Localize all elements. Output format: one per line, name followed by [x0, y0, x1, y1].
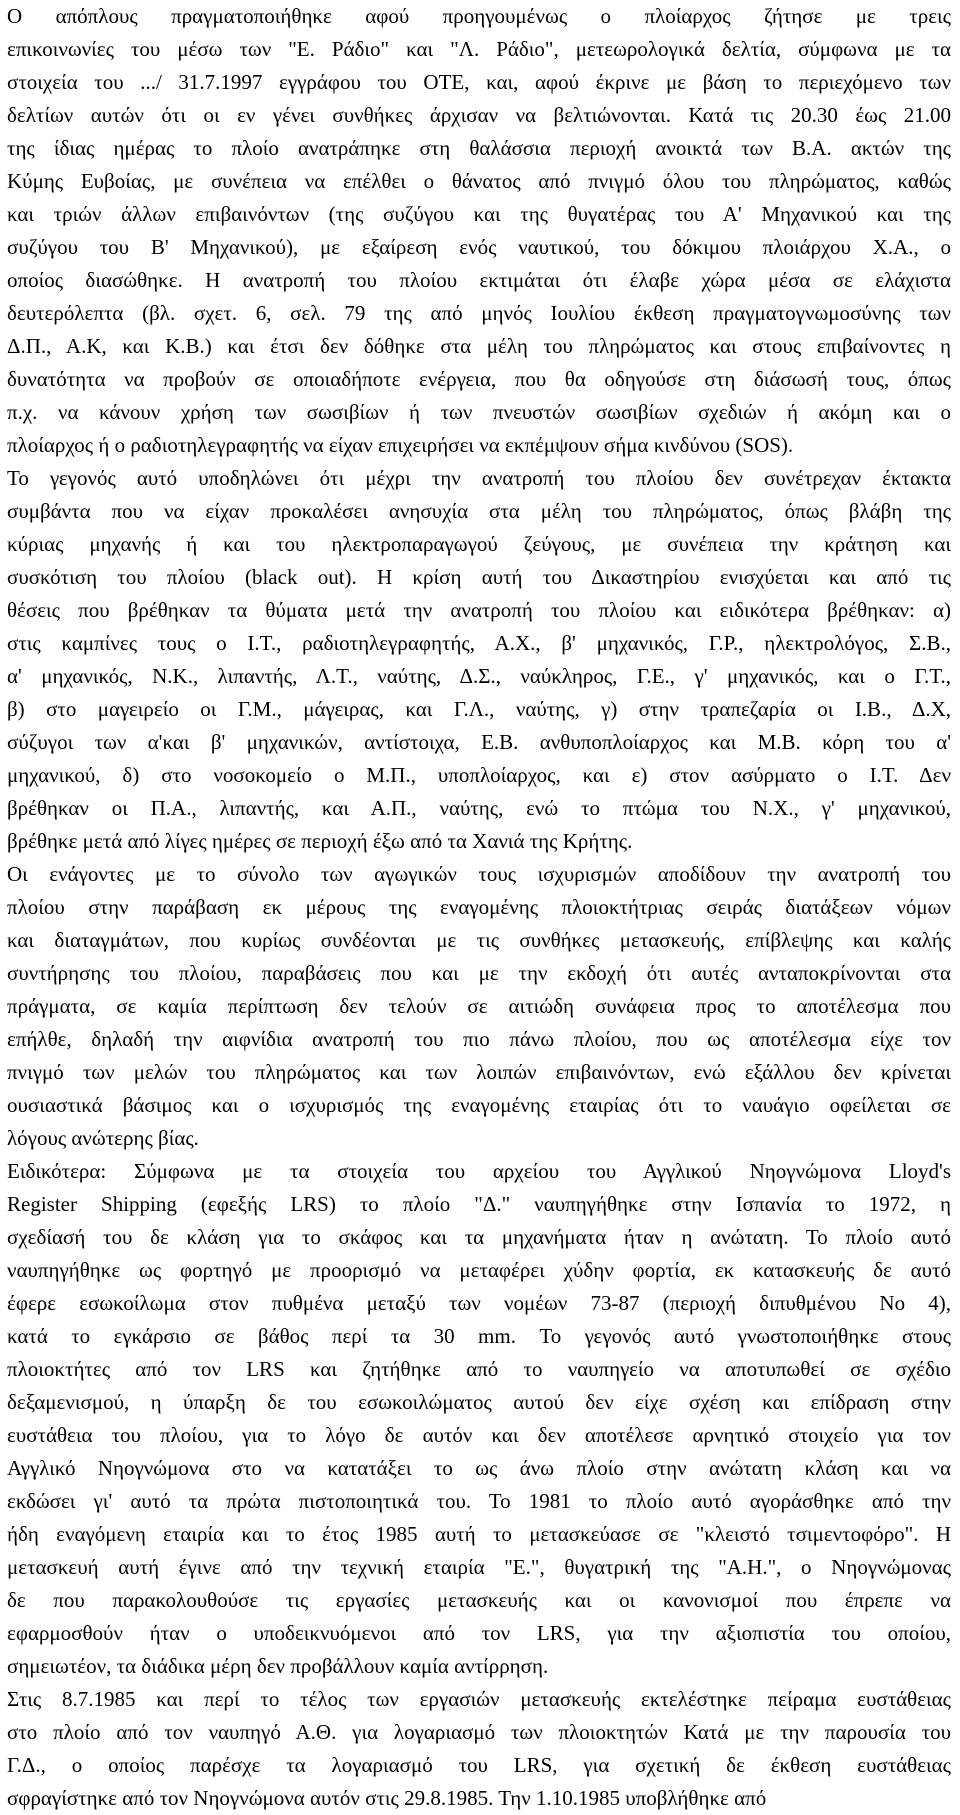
paragraph [7, 462, 951, 858]
text-line: Κύμης Ευβοίας, με συνέπεια να επέλθει ο θάνατος από πνιγμό όλου του πληρώματος, καθώς [7, 169, 951, 193]
text-line: σημειωτέον, τα διάδικα μέρη δεν προβάλλουν καμία αντίρρηση. [7, 1654, 549, 1678]
text-line: συμβάντα που να είχαν προκαλέσει ανησυχία στα μέλη του πληρώματος, όπως βλάβη της [7, 499, 951, 523]
text-line: Στις 8.7.1985 και περί το τέλος των εργασιών μετασκευής εκτελέστηκε πείραμα ευστάθειας [7, 1687, 951, 1711]
text-line: δε που παρακολουθούσε τις εργασίες μετασκευής και οι κανονισμοί που έπρεπε να [7, 1588, 951, 1612]
text-line: δυνατότητα να προβούν σε οποιαδήποτε ενέργεια, που θα οδηγούσε στη διάσωσή τους, όπως [7, 367, 951, 391]
text-line: θέσεις που βρέθηκαν τα θύματα μετά την ανατροπή του πλοίου και ειδικότερα βρέθηκαν: α) [7, 598, 951, 622]
paragraph [7, 0, 951, 462]
text-line: βρέθηκαν οι Π.Α., λιπαντής, και Α.Π., ναύτης, ενώ το πτώμα του Ν.Χ., γ' μηχανικού, [7, 796, 951, 820]
text-line: Οι ενάγοντες με το σύνολο των αγωγικών τους ισχυρισμών αποδίδουν την ανατροπή του [7, 862, 951, 886]
text-line: πλοιοκτήτες από τον LRS και ζητήθηκε από το ναυπηγείο να αποτυπωθεί σε σχέδιο [7, 1357, 951, 1381]
text-line: επικοινωνίες του μέσω των "Ε. Ράδιο" και "Λ. Ράδιο", μετεωρολογικά δελτία, σύμφωνα με τα [7, 37, 951, 61]
text-line: στο πλοίο από τον ναυπηγό Α.Θ. για λογαριασμό των πλοιοκτητών Κατά με την παρουσία του [7, 1720, 951, 1744]
text-line: στοιχεία του .../ 31.7.1997 εγγράφου του ΟΤΕ, και, αφού έκρινε με βάση το περιεχόμενο των [7, 70, 951, 94]
text-line: εκδώσει γι' αυτό τα πρώτα πιστοποιητικά του. Το 1981 το πλοίο αυτό αγοράσθηκε από την [7, 1489, 951, 1513]
text-line: οποίος διασώθηκε. Η ανατροπή του πλοίου εκτιμάται ότι έλαβε χώρα μέσα σε ελάχιστα [7, 268, 951, 292]
text-line: Γ.Δ., ο οποίος παρέσχε τα λογαριασμό του LRS, για σχετική δε έκθεση ευστάθειας [7, 1753, 951, 1777]
text-line: ευστάθεια του πλοίου, για το λόγο δε αυτόν και δεν αποτέλεσε αρνητικό στοιχείο για τον [7, 1423, 951, 1447]
text-line: Register Shipping (εφεξής LRS) το πλοίο "Δ." ναυπηγήθηκε στην Ισπανία το 1972, η [7, 1192, 951, 1216]
text-line: πνιγμό των μελών του πληρώματος και των λοιπών επιβαινόντων, ενώ εξάλλου δεν κρίνεται [7, 1060, 951, 1084]
text-line: κατά το εγκάρσιο σε βάθος περί τα 30 mm. Το γεγονός αυτό γνωστοποιήθηκε στους [7, 1324, 951, 1348]
text-line: στις καμπίνες τους ο Ι.Τ., ραδιοτηλεγραφητής, Α.Χ., β' μηχανικός, Γ.Ρ., ηλεκτρολόγος, Σ.Β., [7, 631, 951, 655]
text-line: πλοίου στην παράβαση εκ μέρους της εναγομένης πλοιοκτήτριας σειράς διατάξεων νόμων [7, 895, 951, 919]
text-line: δευτερόλεπτα (βλ. σχετ. 6, σελ. 79 της από μηνός Ιουλίου έκθεση πραγματογνωμοσύνης των [7, 301, 951, 325]
text-line: πράγματα, σε καμία περίπτωση δεν τελούν σε αιτιώδη συνάφεια προς το αποτέλεσμα που [7, 994, 951, 1018]
text-line: Δ.Π., Α.Κ, και Κ.Β.) και έτσι δεν δόθηκε στα μέλη του πληρώματος και στους επιβαίνοντες η [7, 334, 951, 358]
paragraph [7, 1683, 951, 1815]
text-line: συζύγου του Β' Μηχανικού), με εξαίρεση ενός ναυτικού, του δόκιμου πλοιάρχου Χ.Α., ο [7, 235, 951, 259]
text-line: ήδη εναγόμενη εταιρία και το έτος 1985 αυτή το μετασκεύασε σε "κλειστό τσιμεντοφόρο". Η [7, 1522, 951, 1546]
text-line: έφερε εσωκοίλωμα στον πυθμένα μεταξύ των νομέων 73-87 (περιοχή διπυθμένου Νο 4), [7, 1291, 951, 1315]
text-line: β) στο μαγειρείο οι Γ.Μ., μάγειρας, και Γ.Λ., ναύτης, γ) στην τραπεζαρία οι Ι.Β., Δ.Χ, [7, 697, 951, 721]
document-page [7, 0, 951, 1810]
text-line: λόγους ανώτερης βίας. [7, 1126, 199, 1150]
text-line: πλοίαρχος ή ο ραδιοτηλεγραφητής να είχαν επιχειρήσει να εκπέμψουν σήμα κινδύνου (SOS). [7, 433, 794, 457]
paragraph [7, 858, 951, 1155]
text-line: Ειδικότερα: Σύμφωνα με τα στοιχεία του αρχείου του Αγγλικού Νηογνώμονα Lloyd's [7, 1159, 951, 1183]
text-line: Ο απόπλους πραγματοποιήθηκε αφού προηγουμένως ο πλοίαρχος ζήτησε με τρεις [7, 4, 951, 28]
text-line: της ίδιας ημέρας το πλοίο ανατράπηκε στη θαλάσσια περιοχή ανοικτά των Β.Α. ακτών της [7, 136, 951, 160]
text-line: π.χ. να κάνουν χρήση των σωσιβίων ή των πνευστών σωσιβίων σχεδιών ή ακόμη και ο [7, 400, 951, 424]
text-line: μετασκευή αυτή έγινε από την τεχνική εταιρία "Ε.", θυγατρική της "Α.Η.", ο Νηογνώμονας [7, 1555, 951, 1579]
paragraph [7, 1155, 951, 1683]
text-line: και τριών άλλων επιβαινόντων (της συζύγου και της θυγατέρας του Α' Μηχανικού και της [7, 202, 951, 226]
text-line: σύζυγοι των α'και β' μηχανικών, αντίστοιχα, Ε.Β. ανθυποπλοίαρχος και Μ.Β. κόρη του α' [7, 730, 951, 754]
text-line: συσκότιση του πλοίου (black out). Η κρίση αυτή του Δικαστηρίου ενισχύεται και από τις [7, 565, 951, 589]
text-line: δελτίων αυτών ότι οι εν γένει συνθήκες άρχισαν να βελτιώνονται. Κατά τις 20.30 έως 21.00 [7, 103, 951, 127]
text-line: δεξαμενισμού, η ύπαρξη δε του εσωκοιλώματος αυτού δεν είχε σχέση και επίδραση στην [7, 1390, 951, 1414]
text-line: Το γεγονός αυτό υποδηλώνει ότι μέχρι την ανατροπή του πλοίου δεν συνέτρεχαν έκτακτα [7, 466, 951, 490]
text-line: επήλθε, δηλαδή την αιφνίδια ανατροπή του πιο πάνω πλοίου, που ως αποτέλεσμα είχε τον [7, 1027, 951, 1051]
text-line: Αγγλικό Νηογνώμονα στο να κατατάξει το ως άνω πλοίο στην ανώτατη κλάση και να [7, 1456, 951, 1480]
text-line: μηχανικού, δ) στο νοσοκομείο ο Μ.Π., υποπλοίαρχος, και ε) στον ασύρματο ο Ι.Τ. Δεν [7, 763, 951, 787]
text-line: κύριας μηχανής ή και του ηλεκτροπαραγωγού ζεύγους, με συνέπεια την κράτηση και [7, 532, 951, 556]
text-line: σχεδίασή του δε κλάση για το σκάφος και τα μηχανήματα ήταν η ανώτατη. Το πλοίο αυτό [7, 1225, 951, 1249]
text-line: α' μηχανικός, Ν.Κ., λιπαντής, Λ.Τ., ναύτης, Δ.Σ., ναύκληρος, Γ.Ε., γ' μηχανικός, και ο Γ.Τ., [7, 664, 951, 688]
text-line: βρέθηκε μετά από λίγες ημέρες σε περιοχή έξω από τα Χανιά της Κρήτης. [7, 829, 633, 853]
text-line: ουσιαστικά βάσιμος και ο ισχυρισμός της εναγομένης εταιρίας ότι το ναυάγιο οφείλεται σε [7, 1093, 951, 1117]
text-line: ναυπηγήθηκε ως φορτηγό με προορισμό να μεταφέρει χύδην φορτία, εκ κατασκευής δε αυτό [7, 1258, 951, 1282]
text-line: σφραγίστηκε από τον Νηογνώμονα αυτόν στις 29.8.1985. Την 1.10.1985 υποβλήθηκε από [7, 1786, 767, 1810]
text-line: και διαταγμάτων, που κυρίως συνδέονται με τις συνθήκες μετασκευής, επίβλεψης και καλής [7, 928, 951, 952]
text-line: εφαρμοσθούν ήταν ο υποδεικνυόμενοι από τον LRS, για την αξιοπιστία του οποίου, [7, 1621, 951, 1645]
text-line: συντήρησης του πλοίου, παραβάσεις που και με την εκδοχή ότι αυτές ανταποκρίνονται στα [7, 961, 951, 985]
